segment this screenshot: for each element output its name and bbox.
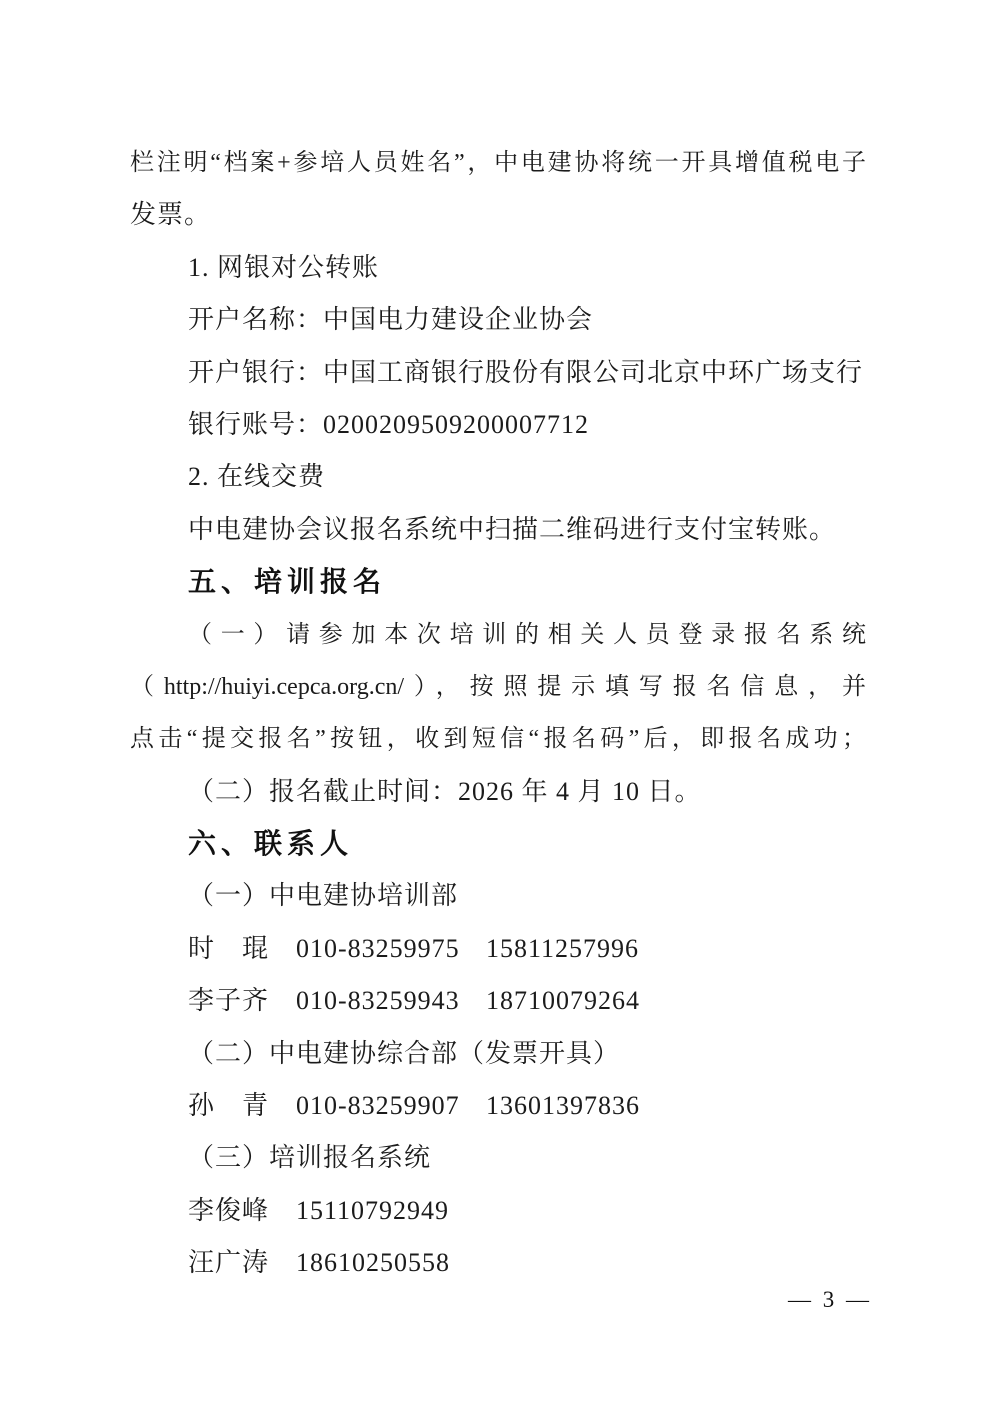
document-line-continuation: 栏注明“档案+参培人员姓名”，中电建协将统一开具增值税电子 — [130, 150, 866, 176]
contact-phone: 010-83259943 — [296, 986, 460, 1016]
document-line-contact — [130, 1185, 866, 1237]
document-line-paragraph: 银行账号：0200209509200007712 — [188, 409, 590, 439]
contact-name: 李子齐 — [188, 986, 270, 1016]
page-number: — 3 — — [788, 1287, 872, 1312]
document-line-paragraph: （三）培训报名系统 — [188, 1143, 432, 1173]
document-line-paragraph: 开户名称：中国电力建设企业协会 — [188, 305, 594, 335]
contact-phone: 15110792949 — [296, 1195, 450, 1225]
document-line-paragraph: 中电建协会议报名系统中扫描二维码进行支付宝转账。 — [188, 514, 837, 544]
contact-phone: 15811257996 — [486, 933, 640, 963]
document-line-paragraph: 1. 网银对公转账 — [188, 252, 380, 282]
contact-phone: 010-83259907 — [296, 1091, 460, 1121]
document-line-heading: 五、培训报名 — [188, 566, 387, 598]
document-line-paragraph: （一）请参加本次培训的相关人员登录报名系统 — [188, 621, 866, 648]
document-line-paragraph: 2. 在线交费 — [188, 462, 326, 492]
contact-phone: 18710079264 — [486, 986, 640, 1016]
document-body — [130, 137, 866, 1290]
document-line-paragraph: （一）中电建协培训部 — [188, 881, 459, 911]
document-line-heading: 六、联系人 — [188, 828, 354, 860]
document-line-paragraph: 开户银行：中国工商银行股份有限公司北京中环广场支行 — [188, 357, 864, 387]
contact-name: 汪广涛 — [188, 1248, 270, 1278]
document-line-contact — [130, 975, 866, 1027]
contact-name: 李俊峰 — [188, 1195, 270, 1225]
document-line-continuation: 发票。 — [130, 200, 212, 230]
document-line-contact — [130, 1237, 866, 1289]
contact-phone: 010-83259975 — [296, 933, 460, 963]
contact-phone: 13601397836 — [486, 1091, 640, 1121]
document-line-paragraph: （二）报名截止时间：2026 年 4 月 10 日。 — [188, 776, 702, 806]
document-line-continuation: 点击“提交报名”按钮，收到短信“报名码”后，即报名成功； — [130, 726, 866, 753]
document-line-paragraph: （二）中电建协综合部（发票开具） — [188, 1038, 621, 1068]
document-line-continuation: （http://huiyi.cepca.org.cn/），按照提示填写报名信息，并 — [130, 673, 866, 700]
document-line-contact — [130, 923, 866, 975]
document-line-contact — [130, 1080, 866, 1132]
contact-name: 时 琨 — [188, 933, 270, 963]
contact-name: 孙 青 — [188, 1091, 270, 1121]
contact-phone: 18610250558 — [296, 1248, 450, 1278]
